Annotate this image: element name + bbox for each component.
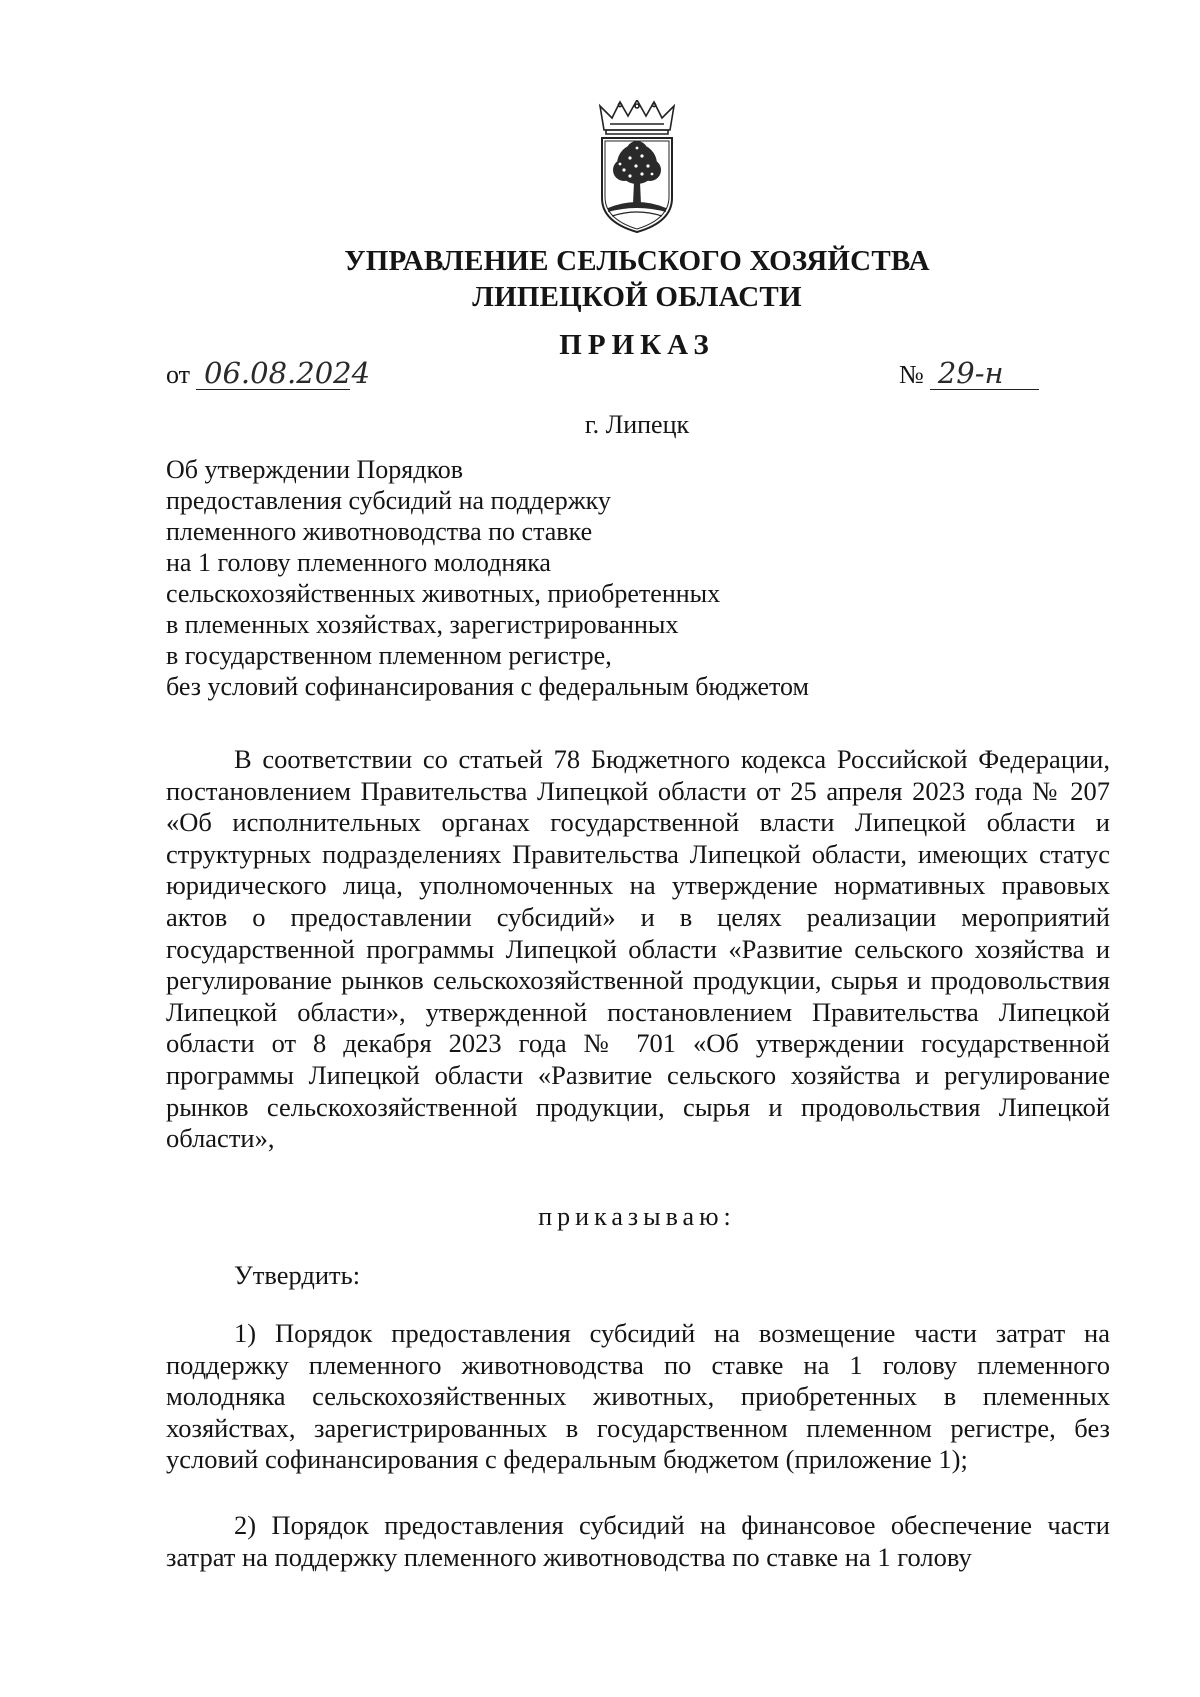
subject-line: в племенных хозяйствах, зарегистрированных xyxy=(166,610,679,639)
number-prefix: № xyxy=(899,360,924,389)
handwritten-number: 29-н xyxy=(930,358,1039,390)
organization-name-line1: УПРАВЛЕНИЕ СЕЛЬСКОГО ХОЗЯЙСТВА xyxy=(344,245,930,277)
subject-line: Об утверждении Порядков xyxy=(166,455,464,484)
number-row xyxy=(899,358,1039,390)
subject-line: предоставления субсидий на поддержку xyxy=(166,486,611,515)
preamble-paragraph: В соответствии со статьей 78 Бюджетного кодекса Российской Федерации, постановлением Правительства Липецкой области от 25 апреля 2023 года № 207 «Об исполнительных органах государственной власти Липецкой области и структурных подразделениях Правительства Липецкой области, имеющих статус юридического лица, уполномоченных на утверждение нормативных правовых актов о предоставлении субсидий» и в целях реализации мероприятий государственной программы Липецкой области «Развитие сельского хозяйства и регулирование рынков сельскохозяйственной продукции, сырья и продовольствия Липецкой области», утвержденной постановлением Правительства Липецкой области от 8 декабря 2023 года № 701 «Об утверждении государственной программы Липецкой области «Развитие сельского хозяйства и регулирование рынков сельскохозяйственной продукции, сырья и продовольствия Липецкой области», xyxy=(166,744,1110,1154)
date-row xyxy=(166,356,371,390)
item-2-paragraph: 2) Порядок предоставления субсидий на финансовое обеспечение части затрат на поддержку племенного животноводства по ставке на 1 голову xyxy=(166,1510,1110,1572)
document-subject xyxy=(166,454,926,702)
lipetsk-coat-of-arms-icon xyxy=(596,100,678,234)
order-word: приказываю: xyxy=(538,1202,736,1231)
approve-heading: Утвердить: xyxy=(234,1260,361,1290)
subject-line: на 1 голову племенного молодняка xyxy=(166,548,551,577)
subject-line: без условий софинансирования с федеральным бюджетом xyxy=(166,672,810,701)
handwritten-date: 06.08.2024 xyxy=(196,358,350,390)
subject-line: племенного животноводства по ставке xyxy=(166,517,593,546)
subject-line: сельскохозяйственных животных, приобретенных xyxy=(166,579,721,608)
city: г. Липецк xyxy=(584,410,690,439)
document-type-title: ПРИКАЗ xyxy=(559,329,715,361)
subject-line: в государственном племенном регистре, xyxy=(166,641,612,670)
organization-name-line2: ЛИПЕЦКОЙ ОБЛАСТИ xyxy=(472,281,802,313)
item-1-paragraph: 1) Порядок предоставления субсидий на возмещение части затрат на поддержку племенного животноводства по ставке на 1 голову племенного молодняка сельскохозяйственных животных, приобретенных в племенных хозяйствах, зарегистрированных в государственном племенном регистре, без условий софинансирования с федеральным бюджетом (приложение 1); xyxy=(166,1318,1110,1475)
date-prefix: от xyxy=(166,360,191,389)
